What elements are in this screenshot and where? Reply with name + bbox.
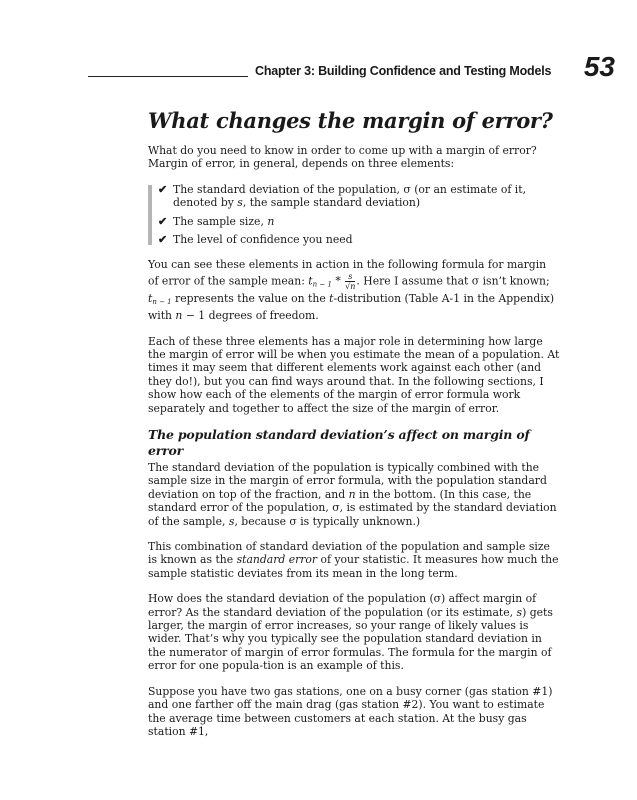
- subsection-paragraph-1: The standard deviation of the population is typically combined with the sample size in the margin of error formula, with the population standard deviation on top of the fraction, and n in the bottom. (In this case, the standard error of the population, σ, is estimated by the standard deviation of the sample, s, because σ is typically unknown.): [148, 461, 557, 528]
- section-paragraph-2: Each of these three elements has a major role in determining how large the margin of error will be when you estimate the mean of a population. At times it may seem that different elements work against each other (and they do!), but you can find ways around that. In the following sections, I show how each of the elements of the margin of error formula work separately and together to affect the size of the margin of error.: [148, 334, 560, 415]
- list-item: ✔ The sample size, n: [158, 214, 275, 228]
- chapter-title: Chapter 3: Building Confidence and Testing Models: [255, 64, 552, 78]
- subsection-title: The population standard deviation’s affect on margin of error: [148, 427, 530, 458]
- list-item: ✔ The level of confidence you need: [158, 233, 353, 247]
- page-number: 53: [583, 51, 615, 82]
- elements-list: [148, 183, 560, 247]
- checkmark-icon: ✔: [158, 214, 168, 228]
- formula-t: t: [308, 274, 313, 288]
- subsection-paragraph-2: This combination of standard deviation of the population and sample size is known as the standard error of your statistic. It measures how much the sample statistic deviates from its mean in the long term.: [148, 540, 559, 580]
- intro-paragraph: What do you need to know in order to come up with a margin of error? Margin of error, in general, depends on three elements:: [148, 144, 537, 171]
- checkmark-icon: ✔: [158, 233, 168, 247]
- section-title: What changes the margin of error?: [148, 108, 553, 133]
- page-body: [148, 108, 560, 750]
- header-rule: [88, 76, 248, 77]
- subsection-paragraph-4: Suppose you have two gas stations, one on a busy corner (gas station #1) and one farther off the main drag (gas station #2). You want to estimate the average time between customers at each station. At the busy gas station #1,: [148, 684, 553, 738]
- formula-paragraph: You can see these elements in action in the following formula for margin of error of the sample mean: $t_{n - 1}$ * $\frac{s}{√n}$ . Here I assume that σ isn’t known; $t_{n - 1}$ represents the value on the t-distribution (Table A-1 in the Appendix) with n − 1 degrees of freedom.: [148, 258, 555, 323]
- formula-fraction: $\frac{s}{√n}$: [345, 271, 356, 291]
- subsection-paragraph-3: How does the standard deviation of the population (σ) affect margin of error? As the standard deviation of the population (or its estimate, s) gets larger, the margin of error increases, so your range of likely values is wider. That’s why you typically see the population standard deviation in the numerator of margin of error formulas. The formula for the margin of error for one popula-tion is an example of this.: [148, 592, 553, 673]
- list-item: ✔ The standard deviation of the population, σ (or an estimate of it, denoted by s, the sample standard deviation): [158, 182, 527, 210]
- checkmark-icon: ✔: [158, 182, 168, 196]
- running-header: [88, 52, 615, 92]
